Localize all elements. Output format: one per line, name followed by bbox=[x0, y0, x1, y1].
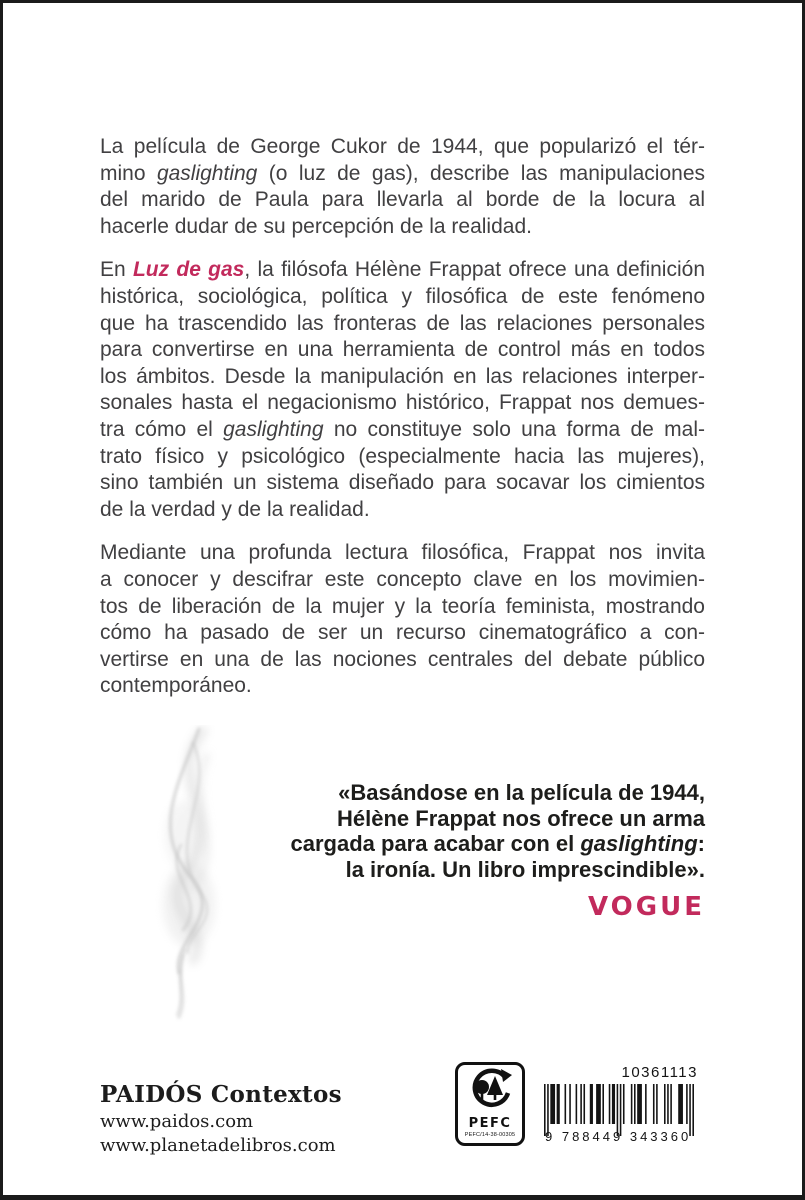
text-line: Hélène Frappat nos ofrece un arma bbox=[337, 805, 705, 831]
text-line: cargada para acabar con el gaslighting: bbox=[290, 831, 705, 857]
text-line: histórica, sociológica, política y filosófica de este fenómeno bbox=[100, 284, 705, 308]
text-line: «Basándose en la película de 1944, bbox=[338, 780, 705, 805]
text-line: En Luz de gas, la filósofa Hélène Frappat ofrece una definición bbox=[100, 258, 705, 282]
publisher-url-planetadelibros: www.planetadelibros.com bbox=[100, 1135, 336, 1156]
text-line: a conocer y descifrar este concepto clave en los movimien- bbox=[100, 567, 705, 591]
text-line: contemporáneo. bbox=[100, 674, 252, 698]
text-line: de la verdad y de la realidad. bbox=[100, 497, 370, 521]
text-line: Mediante una profunda lectura filosófica, Frappat nos invita bbox=[100, 541, 705, 565]
text-line: La película de George Cukor de 1944, que popularizó el tér- bbox=[100, 135, 705, 158]
text-line: hacerle dudar de su percepción de la realidad. bbox=[100, 214, 532, 238]
pefc-code: PEFC/14-38-00305 bbox=[464, 1132, 516, 1138]
synopsis-paragraph bbox=[100, 134, 705, 240]
barcode-top-number: 10361113 bbox=[621, 1064, 698, 1081]
pefc-logo bbox=[455, 1062, 525, 1146]
text-line: tra cómo el gaslighting no constituye solo una forma de mal- bbox=[100, 417, 705, 441]
text-line: sino también un sistema diseñado para socavar los cimientos bbox=[100, 471, 705, 495]
barcode-block bbox=[544, 1064, 700, 1144]
text-line: que ha trascendido las fronteras de las relaciones personales bbox=[100, 311, 705, 335]
text-line: mino gaslighting (o luz de gas), describe las manipulaciones bbox=[100, 161, 705, 185]
pefc-trees-icon bbox=[467, 1068, 513, 1115]
pefc-label: PEFC bbox=[468, 1116, 512, 1131]
text-line: del marido de Paula para llevarla al borde de la locura al bbox=[100, 188, 705, 212]
publisher-block bbox=[100, 1081, 342, 1156]
text-line: para convertirse en una herramienta de control más en todos bbox=[100, 338, 705, 362]
text-line: tos de liberación de la mujer y la teoría feminista, mostrando bbox=[100, 594, 705, 618]
press-quote-text bbox=[225, 780, 705, 882]
synopsis-paragraph bbox=[100, 257, 705, 523]
text-line: sonales hasta el negacionismo histórico, Frappat nos demues- bbox=[100, 391, 705, 415]
synopsis-text bbox=[100, 134, 705, 717]
barcode-isbn-digits: 9 788449 343360 bbox=[545, 1129, 692, 1144]
text-line: cómo ha pasado de ser un recurso cinematográfico a con- bbox=[100, 621, 705, 645]
text-line: vertirse en una de las nociones centrales del debate público bbox=[100, 647, 705, 671]
press-quote bbox=[225, 780, 705, 921]
text-line: la ironía. Un libro imprescindible». bbox=[345, 856, 705, 882]
imprint-name: PAIDÓS Contextos bbox=[100, 1081, 342, 1108]
publisher-url-paidos: www.paidos.com bbox=[100, 1111, 254, 1132]
text-line: los ámbitos. Desde la manipulación en las relaciones interper- bbox=[100, 364, 705, 388]
text-line: trato físico y psicológico (especialmente hacia las mujeres), bbox=[100, 444, 705, 468]
quote-attribution-vogue: VOGUE bbox=[588, 892, 705, 923]
synopsis-paragraph bbox=[100, 540, 705, 700]
